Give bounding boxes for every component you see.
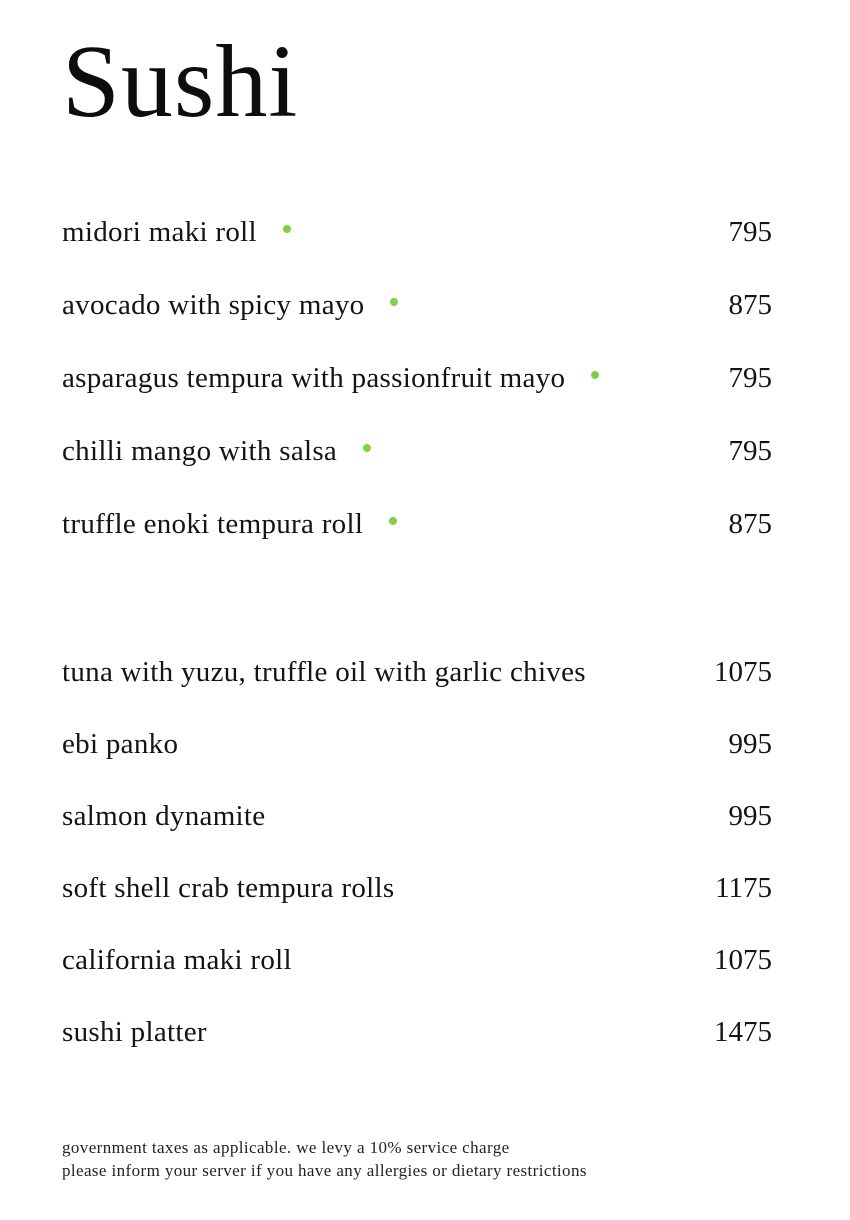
item-price: 1075 [714,944,772,976]
item-price: 995 [728,728,772,760]
item-price: 875 [728,508,772,540]
item-price: 795 [728,435,772,467]
allergy-note: please inform your server if you have any allergies or dietary restrictions [62,1161,587,1180]
footer-notes [62,1136,782,1182]
item-name: soft shell crab tempura rolls [62,872,395,904]
item-price: 795 [728,362,772,394]
item-name: ebi panko [62,728,179,760]
item-price: 875 [728,289,772,321]
item-name: asparagus tempura with passionfruit mayo [62,362,566,394]
menu-item [62,212,772,285]
menu-item [62,724,772,796]
veg-menu-list [62,212,772,577]
item-price: 1175 [715,872,772,904]
menu-item [62,358,772,431]
page-title: Sushi [62,24,299,139]
item-name: chilli mango with salsa [62,435,338,467]
tax-note: government taxes as applicable. we levy a 10% service charge [62,1138,510,1157]
veg-indicator-icon [363,444,371,452]
item-name: salmon dynamite [62,800,266,832]
menu-item [62,1012,772,1084]
nonveg-menu-list [62,652,772,1084]
item-name: truffle enoki tempura roll [62,508,364,540]
menu-item [62,652,772,724]
menu-item [62,940,772,1012]
item-name: california maki roll [62,944,292,976]
item-price: 995 [728,800,772,832]
veg-indicator-icon [389,517,397,525]
menu-item [62,868,772,940]
item-price: 1075 [714,656,772,688]
menu-item [62,285,772,358]
item-name: sushi platter [62,1016,207,1048]
menu-item [62,796,772,868]
item-price: 795 [728,216,772,248]
veg-indicator-icon [591,371,599,379]
item-name: midori maki roll [62,216,257,248]
menu-item [62,504,772,577]
item-name: tuna with yuzu, truffle oil with garlic chives [62,656,586,688]
veg-indicator-icon [390,298,398,306]
menu-item [62,431,772,504]
item-name: avocado with spicy mayo [62,289,365,321]
veg-indicator-icon [283,225,291,233]
item-price: 1475 [714,1016,772,1048]
